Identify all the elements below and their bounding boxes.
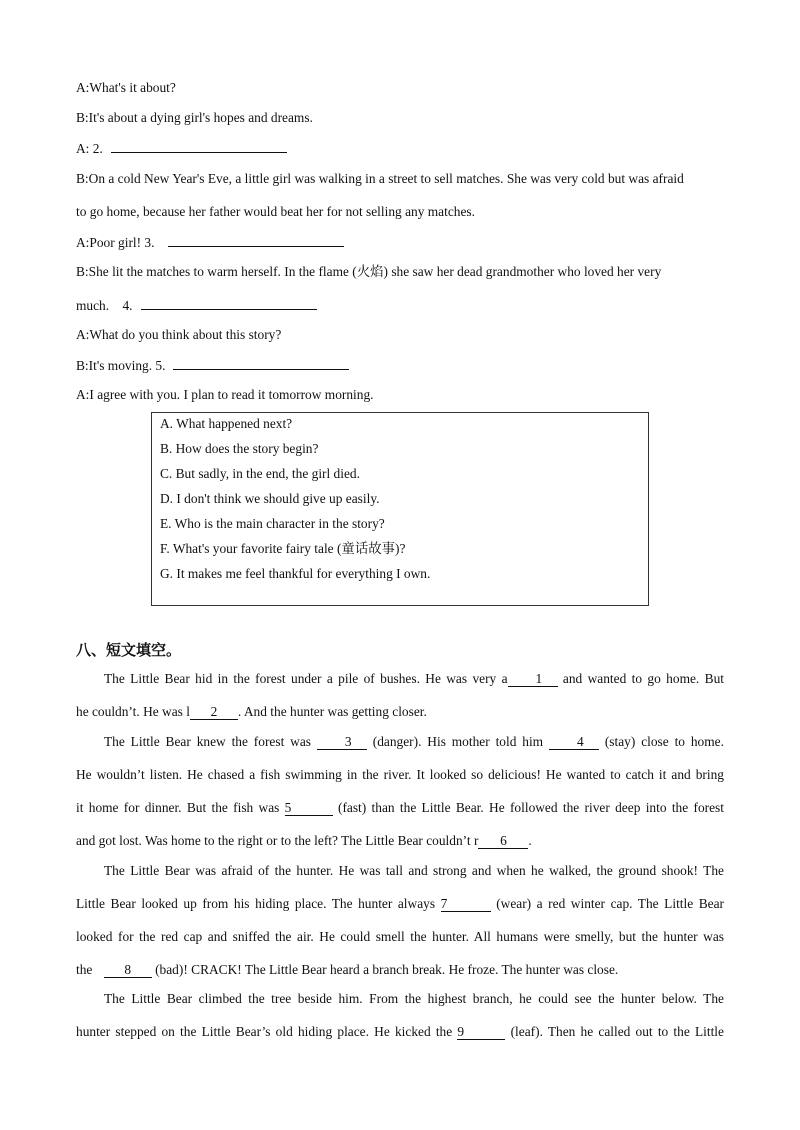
passage-line — [76, 991, 724, 1007]
passage-text: it home for dinner. But the fish was — [76, 800, 280, 815]
dialogue-line — [76, 357, 349, 374]
option-a: A. What happened next? — [160, 416, 293, 431]
option-d: D. I don't think we should give up easily. — [160, 491, 380, 506]
passage-text: The Little Bear hid in the forest under a pile of bushes. He was very a — [104, 671, 508, 686]
passage-text: He wouldn’t listen. He chased a fish swimming in the river. It looked so delicious! He wanted to catch it and bring — [76, 767, 724, 782]
dialogue-line — [76, 264, 661, 280]
option-c: C. But sadly, in the end, the girl died. — [160, 466, 360, 481]
dialogue-text: A: 2. — [76, 141, 103, 156]
option-f: F. What's your favorite fairy tale (童话故事)? — [160, 541, 406, 556]
dialogue-text: B:She lit the matches to warm herself. In the flame (火焰) she saw her dead grandmother who loved her very — [76, 264, 662, 279]
dialogue-text: B:On a cold New Year's Eve, a little girl was walking in a street to sell matches. She was very cold but was afraid — [76, 171, 684, 186]
passage-text: (bad)! CRACK! The Little Bear heard a branch break. He froze. The hunter was close. — [155, 962, 619, 977]
passage-text: . — [528, 833, 532, 848]
passage-text: . And the hunter was getting closer. — [237, 704, 427, 719]
passage-text: The Little Bear climbed the tree beside him. From the highest branch, he could see the hunter below. The — [104, 991, 724, 1006]
option-g: G. It makes me feel thankful for everything I own. — [160, 566, 431, 581]
dialogue-text: B:It's about a dying girl's hopes and dreams. — [76, 110, 313, 125]
answer-blank-2[interactable] — [111, 140, 287, 153]
blank-6[interactable]: 6 — [478, 834, 528, 849]
blank-7[interactable]: 7 — [441, 897, 491, 912]
dialogue-text: B:It's moving. 5. — [76, 358, 166, 373]
blank-9[interactable]: 9 — [457, 1025, 505, 1040]
passage-line — [76, 767, 724, 783]
passage-line — [76, 704, 724, 720]
passage-line — [76, 896, 724, 912]
passage-line — [76, 800, 724, 816]
section-title: 八、短文填空。 — [76, 641, 182, 659]
dialogue-line — [76, 234, 344, 251]
blank-8[interactable]: 8 — [104, 963, 152, 978]
blank-3[interactable]: 3 — [317, 735, 367, 750]
blank-1[interactable]: 1 — [508, 672, 558, 687]
passage-text: and wanted to go home. But — [562, 671, 724, 686]
dialogue-line — [76, 387, 374, 403]
options-box — [151, 412, 649, 606]
passage-text: Little Bear looked up from his hiding place. The hunter always — [76, 896, 436, 911]
dialogue-text: A:What do you think about this story? — [76, 327, 282, 342]
dialogue-line — [76, 297, 317, 314]
answer-blank-4[interactable] — [141, 297, 317, 310]
passage-line — [76, 671, 724, 687]
blank-4[interactable]: 4 — [549, 735, 599, 750]
dialogue-line — [76, 80, 176, 96]
passage-line — [76, 962, 724, 978]
answer-blank-3[interactable] — [168, 234, 344, 247]
dialogue-text: A:Poor girl! 3. — [76, 235, 155, 250]
dialogue-line — [76, 204, 475, 220]
answer-blank-5[interactable] — [173, 357, 349, 370]
passage-line — [76, 734, 724, 750]
passage-text: (fast) than the Little Bear. He followed the river deep into the forest — [337, 800, 724, 815]
blank-2[interactable]: 2 — [190, 705, 238, 720]
dialogue-line — [76, 140, 287, 157]
passage-text: the — [76, 962, 93, 977]
passage-text: hunter stepped on the Little Bear’s old hiding place. He kicked the — [76, 1024, 453, 1039]
dialogue-line — [76, 327, 281, 343]
passage-line — [76, 1024, 724, 1040]
dialogue-text: A:What's it about? — [76, 80, 176, 95]
dialogue-text: A:I agree with you. I plan to read it tomorrow morning. — [76, 387, 374, 402]
passage-line — [76, 863, 724, 879]
dialogue-text: to go home, because her father would beat her for not selling any matches. — [76, 204, 475, 219]
dialogue-text: much. 4. — [76, 298, 133, 313]
passage-text: looked for the red cap and sniffed the air. He could smell the hunter. All humans were smelly, but the hunter was — [76, 929, 724, 944]
passage-text: The Little Bear was afraid of the hunter. He was tall and strong and when he walked, the ground shook! The — [104, 863, 724, 878]
passage-text: (wear) a red winter cap. The Little Bear — [496, 896, 725, 911]
passage-line — [76, 833, 724, 849]
dialogue-line — [76, 171, 684, 187]
passage-text: he couldn’t. He was l — [76, 704, 190, 719]
passage-text: and got lost. Was home to the right or to the left? The Little Bear couldn’t r — [76, 833, 479, 848]
passage-line — [76, 929, 724, 945]
passage-text: (leaf). Then he called out to the Little — [510, 1024, 724, 1039]
passage-text: (stay) close to home. — [604, 734, 724, 749]
dialogue-line — [76, 110, 313, 126]
passage-text: (danger). His mother told him — [372, 734, 544, 749]
option-e: E. Who is the main character in the story? — [160, 516, 385, 531]
blank-5[interactable]: 5 — [285, 801, 333, 816]
passage-text: The Little Bear knew the forest was — [104, 734, 311, 749]
option-b: B. How does the story begin? — [160, 441, 319, 456]
